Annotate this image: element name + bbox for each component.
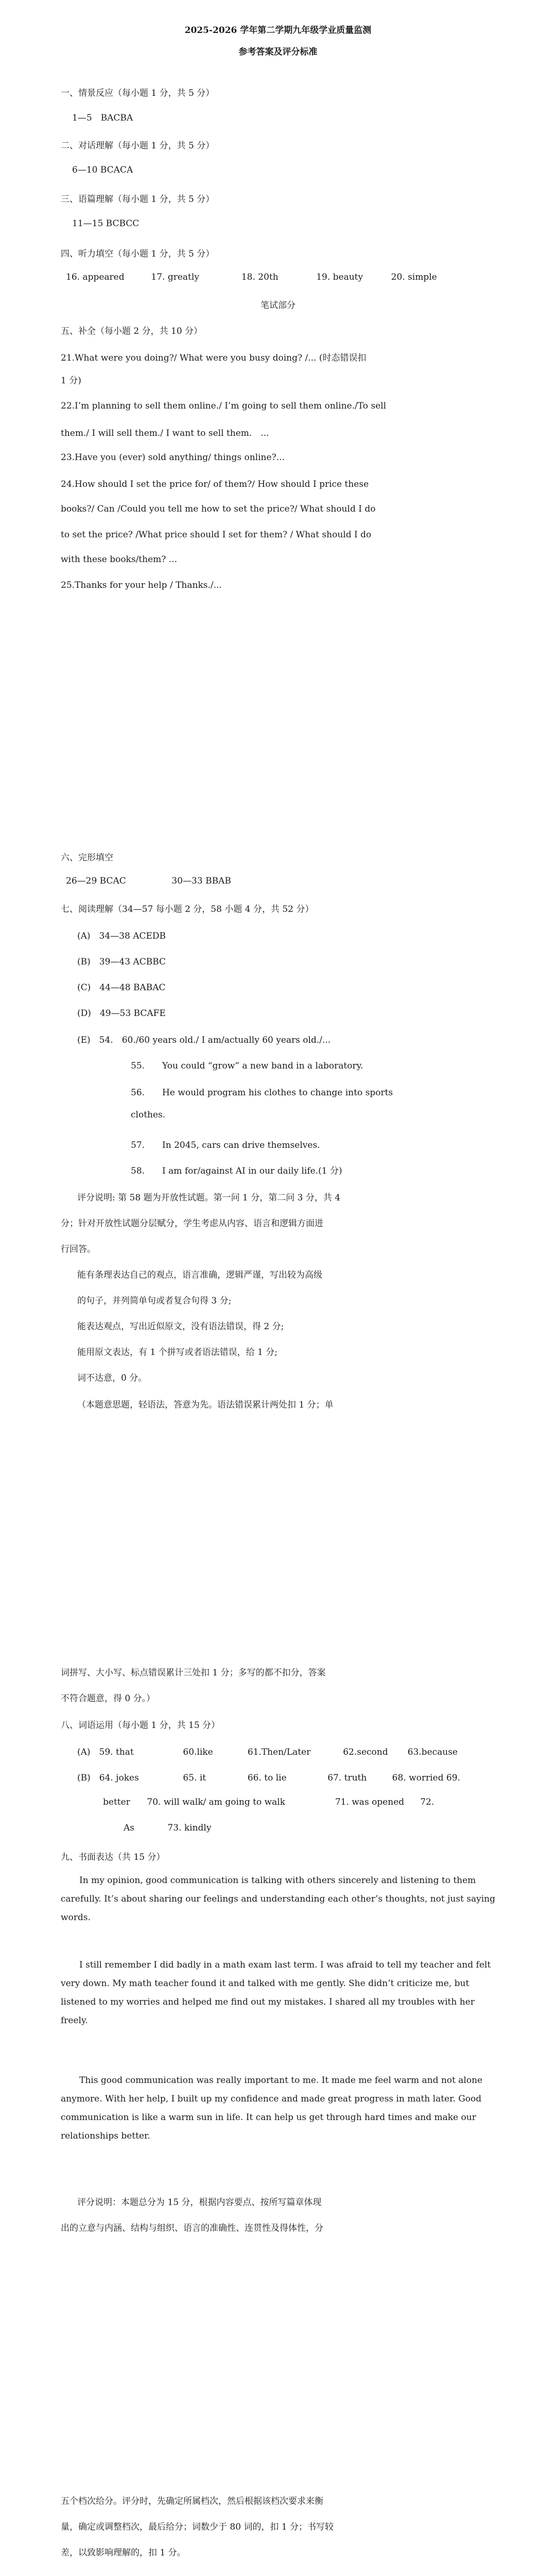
section-2-title: 二、对话理解（每小题 1 分，共 5 分）: [61, 141, 215, 151]
answer-item: 19. beauty: [316, 272, 363, 282]
s7-note: 能用原文表达，有 1 个拼写或者语法错误，给 1 分;: [77, 1347, 277, 1358]
section-4-answers: [66, 272, 463, 282]
answer-item: 62.second: [343, 1747, 388, 1757]
section-6-title: 六、完形填空: [61, 853, 113, 863]
page-subtitle: 参考答案及评分标准: [238, 47, 318, 57]
section-6-answers: [66, 876, 231, 886]
answer-item: 67. truth: [327, 1773, 367, 1783]
s5-line: to set the price? /What price should I set for them? / What should I do: [61, 530, 372, 540]
s8-row-b2: [103, 1797, 434, 1807]
answer-item: 65. it: [183, 1773, 206, 1783]
essay-paragraph: This good communication was really important to me. It made me feel warm and not alone anymore. With her help, I built up my confidence and made great progress in math later. Good communication is like a warm sun in life. It can help us get through hard times and make our relationships better.: [61, 2075, 483, 2141]
section-3-answers: 11—15 BCBCC: [72, 218, 140, 229]
answer-item: (B) 64. jokes: [77, 1773, 139, 1783]
section-8-title: 八、词语运用（每小题 1 分，共 15 分）: [61, 1720, 220, 1731]
s5-line: 23.Have you (ever) sold anything/ things online?...: [61, 452, 285, 463]
s7-e-item: 58. I am for/against AI in our daily life.(1 分): [131, 1166, 342, 1176]
s7-note: 分；针对开放性试题分层赋分，学生考虑从内容、语言和逻辑方面进: [61, 1218, 323, 1229]
answer-item: 30—33 BBAB: [171, 876, 231, 886]
section-2-answers: 6—10 BCACA: [72, 165, 133, 175]
section-9-title: 九、书面表达（共 15 分）: [61, 1852, 165, 1862]
s5-line: 25.Thanks for your help / Thanks./...: [61, 580, 222, 590]
answer-item: 72.: [420, 1797, 435, 1807]
answer-item: 73. kindly: [167, 1823, 212, 1833]
answer-item: 66. to lie: [247, 1773, 287, 1783]
s7-note: （本题意思题，轻语法，答意为先。语法错误累计两处扣 1 分；单: [77, 1400, 334, 1410]
section-4-title: 四、听力填空（每小题 1 分，共 5 分）: [61, 249, 215, 259]
s7-note: 不符合题意，得 0 分。）: [61, 1693, 155, 1704]
section-3-title: 三、语篇理解（每小题 1 分，共 5 分）: [61, 194, 215, 205]
s5-line: them./ I will sell them./ I want to sell them. ...: [61, 428, 269, 438]
answer-item: 61.Then/Later: [247, 1747, 311, 1757]
essay-paragraph: In my opinion, good communication is talking with others sincerely and listening to them carefully. It’s about sharing our feelings and understanding each other’s thoughts, not just saying words.: [61, 1875, 496, 1923]
answer-item: 26—29 BCAC: [66, 876, 126, 886]
s7-e-item: 56. He would program his clothes to change into sports: [131, 1088, 393, 1098]
s8-row-a: [77, 1744, 458, 1757]
s9-note: 五个档次给分。评分时，先确定所属档次，然后根据该档次要求来衡: [61, 2496, 323, 2506]
answer-item: 20. simple: [391, 272, 437, 282]
s7-item: (C) 44—48 BABAC: [77, 982, 166, 993]
s7-note: 词拼写、大小写、标点错误累计三处扣 1 分；多写的都不扣分，答案: [61, 1668, 326, 1678]
s7-note: 词不达意，0 分。: [77, 1373, 147, 1383]
s5-line: books?/ Can /Could you tell me how to set the price?/ What should I do: [61, 504, 376, 514]
page-title: 2025-2026 学年第二学期九年级学业质量监测: [184, 25, 372, 36]
section-1-answers: 1—5 BACBA: [72, 113, 133, 123]
s7-e-item: 57. In 2045, cars can drive themselves.: [131, 1140, 320, 1150]
answer-item: 71. was opened: [335, 1797, 405, 1807]
s5-line: with these books/them? ...: [61, 554, 177, 565]
s7-note: 行回答。: [61, 1244, 96, 1255]
answer-item: 17. greatly: [151, 272, 199, 282]
s7-note: 能有条理表达自己的观点，语言准确，逻辑严谨，写出较为高级: [77, 1270, 322, 1280]
essay-paragraph: I still remember I did badly in a math exam last term. I was afraid to tell my teacher and felt very down. My math teacher found it and talked with me gently. She didn’t criticize me, but listened to my worries and helped me find out my mistakes. I shared all my troubles with her freely.: [61, 1960, 491, 2026]
s5-line: 1 分): [61, 376, 81, 386]
s7-e-item: clothes.: [131, 1110, 166, 1120]
s7-item: (A) 34—38 ACEDB: [77, 931, 166, 941]
section-5-title: 五、补全（每小题 2 分，共 10 分）: [61, 326, 203, 336]
answer-item: 60.like: [183, 1747, 213, 1757]
section-1-title: 一、情景反应（每小题 1 分，共 5 分）: [61, 88, 215, 98]
s7-note: 能表达观点，写出近似原文，没有语法错误，得 2 分;: [77, 1321, 284, 1332]
s9-note: 量，确定或调整档次，最后给分；词数少于 80 词的，扣 1 分；书写较: [61, 2522, 334, 2532]
s9-note: 评分说明：本题总分为 15 分，根据内容要点、按所写篇章体现: [77, 2197, 322, 2208]
s7-e-item: 55. You could “grow” a new band in a laboratory.: [131, 1061, 363, 1071]
s7-note: 的句子，并列简单句或者复合句得 3 分;: [77, 1296, 232, 1306]
answer-item: better: [103, 1797, 130, 1807]
s7-item: (B) 39—43 ACBBC: [77, 957, 166, 967]
s7-item-e: (E) 54. 60./60 years old./ I am/actually 60 years old./...: [77, 1035, 331, 1045]
s9-note: 差，以致影响理解的，扣 1 分。: [61, 2548, 186, 2558]
answer-item: 16. appeared: [66, 272, 125, 282]
answer-item: (A) 59. that: [77, 1747, 134, 1757]
s8-row-b: [77, 1770, 460, 1783]
answer-item: 70. will walk/ am going to walk: [147, 1797, 286, 1807]
answer-item: 18. 20th: [241, 272, 279, 282]
section-7-title: 七、阅读理解（34—57 每小题 2 分，58 小题 4 分，共 52 分）: [61, 904, 314, 914]
answer-item: As: [124, 1823, 135, 1833]
s7-item: (D) 49—53 BCAFE: [77, 1008, 166, 1019]
answer-item: 63.because: [407, 1747, 458, 1757]
s5-line: 22.I’m planning to sell them online./ I’m going to sell them online./To sell: [61, 401, 387, 411]
s9-note: 出的立意与内涵、结构与组织、语言的准确性、连贯性及得体性，分: [61, 2223, 323, 2233]
s8-row-b3: [124, 1823, 211, 1833]
answer-item: 68. worried 69.: [392, 1773, 460, 1783]
s7-note: 评分说明: 第 58 题为开放性试题。第一问 1 分，第二问 3 分，共 4: [77, 1193, 341, 1203]
s5-line: 24.How should I set the price for/ of them?/ How should I price these: [61, 479, 369, 489]
s5-line: 21.What were you doing?/ What were you busy doing? /... (时态错误扣: [61, 353, 367, 363]
written-heading: 笔试部分: [260, 300, 296, 311]
